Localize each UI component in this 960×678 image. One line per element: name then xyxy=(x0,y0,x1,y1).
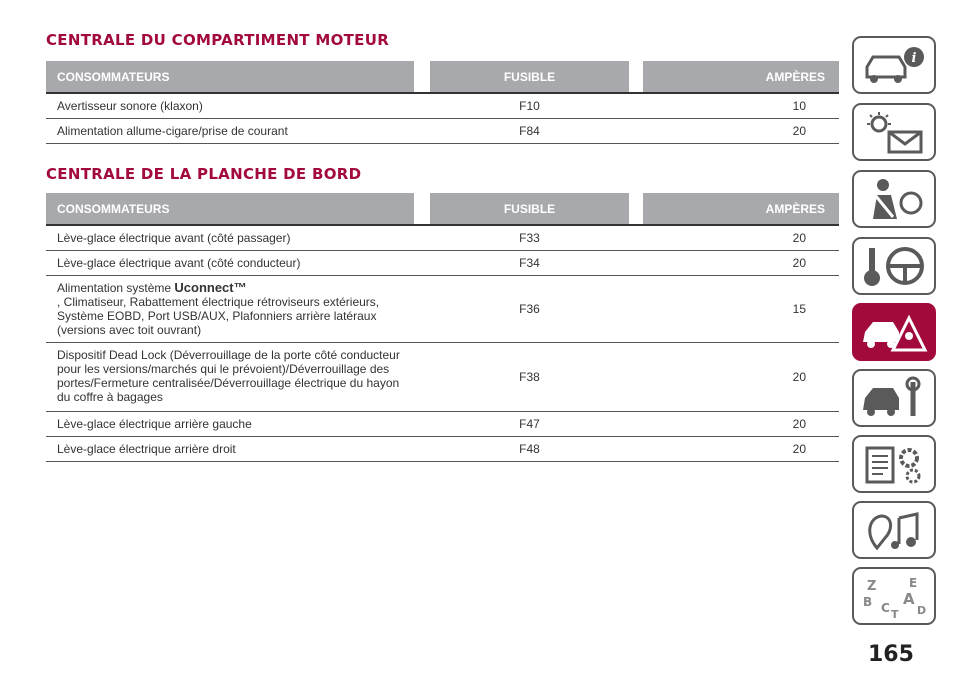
table-row xyxy=(46,412,839,437)
header-fuse: FUSIBLE xyxy=(430,61,629,92)
consumer-cell xyxy=(46,276,414,342)
svg-text:i: i xyxy=(911,51,917,66)
car-info-icon xyxy=(859,43,929,87)
fuse-cell: F38 xyxy=(519,370,540,384)
key-steering-wheel-icon xyxy=(859,244,929,288)
table-header xyxy=(46,61,839,92)
header-fuse: FUSIBLE xyxy=(430,193,629,224)
index-letter: B xyxy=(863,595,873,609)
consumer-cell: Lève-glace électrique avant (côté conducteur) xyxy=(57,256,301,270)
alphabetical-index-icon xyxy=(859,574,929,618)
fuse-cell: F47 xyxy=(519,417,540,431)
dashboard-fuse-table xyxy=(46,193,839,462)
consumer-text-post: , Climatiseur, Rabattement électrique rétroviseurs extérieurs, Système EOBD, Port USB/AUX, Plafonniers arrière latéraux (versions avec toit ouvrant) xyxy=(57,295,380,337)
uconnect-brand: Uconnect™ xyxy=(174,280,247,295)
index-letter: C xyxy=(881,601,890,615)
tab-warning-lights[interactable] xyxy=(852,103,936,161)
amps-cell: 20 xyxy=(792,442,806,456)
amps-cell: 20 xyxy=(792,124,806,138)
tab-technical-specs[interactable] xyxy=(852,435,936,493)
tab-safety[interactable] xyxy=(852,170,936,228)
index-letter: A xyxy=(903,590,915,608)
tab-maintenance[interactable] xyxy=(852,369,936,427)
fuse-cell: F34 xyxy=(519,256,540,270)
tab-index[interactable] xyxy=(852,567,936,625)
index-letter: T xyxy=(891,608,899,618)
amps-cell: 10 xyxy=(792,99,806,113)
amps-cell: 20 xyxy=(792,231,806,245)
table-row xyxy=(46,343,839,412)
consumer-cell: Alimentation allume-cigare/prise de courant xyxy=(57,124,288,138)
specs-gear-icon xyxy=(859,442,929,486)
table-row xyxy=(46,94,839,119)
fuse-cell: F48 xyxy=(519,442,540,456)
consumer-text-pre: Alimentation système xyxy=(57,281,172,295)
tab-car-info[interactable] xyxy=(852,36,936,94)
consumer-cell: Dispositif Dead Lock (Déverrouillage de la porte côté conducteur pour les versions/marchés qui le prévoient)/Déverrouillage des portes/Fermeture centralisée/Déverrouillage électrique du hayon du coffre à bagages xyxy=(57,348,400,404)
car-maintenance-wrench-icon xyxy=(859,376,929,420)
table-row xyxy=(46,276,839,343)
fuse-cell: F10 xyxy=(519,99,540,113)
warning-lights-mail-icon xyxy=(859,110,929,154)
index-letter: D xyxy=(917,604,927,617)
section-title-engine: CENTRALE DU COMPARTIMENT MOTEUR xyxy=(46,31,390,49)
table-row xyxy=(46,119,839,144)
consumer-cell: Lève-glace électrique arrière droit xyxy=(57,442,236,456)
amps-cell: 20 xyxy=(792,256,806,270)
table-row xyxy=(46,437,839,462)
seat-belt-airbag-icon xyxy=(859,177,929,221)
tab-starting-driving[interactable] xyxy=(852,237,936,295)
header-consumers: CONSOMMATEURS xyxy=(46,61,414,92)
table-row xyxy=(46,226,839,251)
page-number: 165 xyxy=(868,642,914,667)
amps-cell: 15 xyxy=(792,302,806,316)
consumer-cell: Avertisseur sonore (klaxon) xyxy=(57,99,203,113)
table-header xyxy=(46,193,839,224)
fuse-cell: F84 xyxy=(519,124,540,138)
header-amps: AMPÈRES xyxy=(643,61,839,92)
tab-emergency[interactable] xyxy=(852,303,936,361)
amps-cell: 20 xyxy=(792,370,806,384)
fuse-cell: F36 xyxy=(519,302,540,316)
header-consumers: CONSOMMATEURS xyxy=(46,193,414,224)
index-letter: Z xyxy=(867,579,877,594)
tab-multimedia[interactable] xyxy=(852,501,936,559)
consumer-cell: Lève-glace électrique avant (côté passager) xyxy=(57,231,291,245)
table-row xyxy=(46,251,839,276)
index-letter: E xyxy=(909,576,918,590)
fuse-cell: F33 xyxy=(519,231,540,245)
header-amps: AMPÈRES xyxy=(643,193,839,224)
section-title-dashboard: CENTRALE DE LA PLANCHE DE BORD xyxy=(46,165,362,183)
car-emergency-warning-icon xyxy=(859,310,929,354)
consumer-cell: Lève-glace électrique arrière gauche xyxy=(57,417,252,431)
engine-fuse-table xyxy=(46,61,839,144)
multimedia-icon xyxy=(859,508,929,552)
amps-cell: 20 xyxy=(792,417,806,431)
